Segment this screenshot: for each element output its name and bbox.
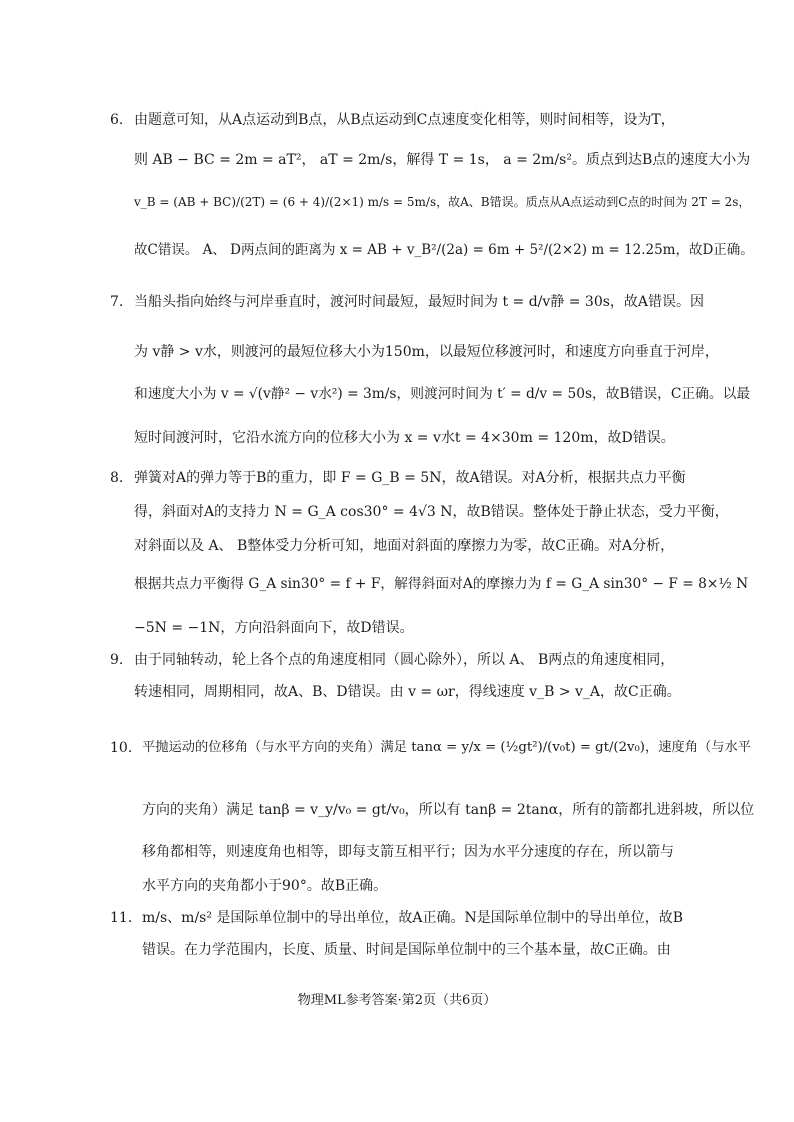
q8-line-2: 得，斜面对A的支持力 N = G_A cos30° = 4√3 N，故B错误。整体处于静止状态，受力平衡， <box>134 504 729 520</box>
q9-line-1: 由于同轴转动，轮上各个点的角速度相同（圆心除外），所以 A、 B两点的角速度相同， <box>134 652 675 668</box>
q8-line-4: 根据共点力平衡得 G_A sin30° = f + F，解得斜面对A的摩擦力为 f = G_A sin30° − F = 8×½ N <box>134 576 749 592</box>
q7-line-2: 为 v静 > v水，则渡河的最短位移大小为150m，以最短位移渡河时，和速度方向垂直于河岸， <box>134 344 719 360</box>
q7-line-1: 当船头指向始终与河岸垂直时，渡河时间最短，最短时间为 t = d/v静 = 30s，故A错误。因 <box>134 294 705 310</box>
q10-line-3: 移角都相等，则速度角也相等，即每支箭互相平行；因为水平分速度的存在，所以箭与 <box>142 844 674 860</box>
q7-line-3: 和速度大小为 v = √(v静² − v水²) = 3m/s，则渡河时间为 t′ = d/v = 50s，故B错误，C正确。以最 <box>134 386 751 402</box>
q6-line-4: 故C错误。 A、 D两点间的距离为 x = AB + v_B²/(2a) = 6m + 5²/(2×2) m = 12.25m，故D正确。 <box>134 242 754 258</box>
q6-line-2: 则 AB − BC = 2m = aT²， aT = 2m/s，解得 T = 1s， a = 2m/s²。质点到达B点的速度大小为 <box>134 152 751 168</box>
q7-number: 7. <box>110 294 124 310</box>
q7-line-4: 短时间渡河时，它沿水流方向的位移大小为 x = v水t = 4×30m = 120m，故D错误。 <box>134 430 675 446</box>
q8-number: 8. <box>110 470 124 486</box>
q8-line-1: 弹簧对A的弹力等于B的重力，即 F = G_B = 5N，故A错误。对A分析，根据共点力平衡 <box>134 470 686 486</box>
q6-line-3: v_B = (AB + BC)/(2T) = (6 + 4)/(2×1) m/s = 5m/s，故A、B错误。质点从A点运动到C点的时间为 2T = 2s， <box>134 195 751 209</box>
q6-number: 6. <box>110 112 124 128</box>
q11-number: 11. <box>110 910 133 926</box>
q9-number: 9. <box>110 652 124 668</box>
q10-line-4: 水平方向的夹角都小于90°。故B正确。 <box>142 878 388 894</box>
q10-line-1: 平抛运动的位移角（与水平方向的夹角）满足 tanα = y/x = (½gt²)/(v₀t) = gt/(2v₀)，速度角（与水平 <box>142 740 751 755</box>
q10-number: 10. <box>110 740 133 756</box>
q9-line-2: 转速相同，周期相同，故A、B、D错误。由 v = ωr，得线速度 v_B > v_A，故C正确。 <box>134 684 681 700</box>
q6-line-1: 由题意可知，从A点运动到B点，从B点运动到C点速度变化相等，则时间相等，设为T， <box>134 112 675 128</box>
q10-line-2: 方向的夹角）满足 tanβ = v_y/v₀ = gt/v₀，所以有 tanβ = 2tanα，所有的箭都扎进斜坡，所以位 <box>142 802 755 818</box>
page-footer: 物理ML参考答案·第2页（共6页） <box>297 993 497 1008</box>
q11-line-1: m/s、m/s² 是国际单位制中的导出单位，故A正确。N是国际单位制中的导出单位，故B <box>142 910 684 926</box>
q8-line-5: −5N = −1N，方向沿斜面向下，故D错误。 <box>134 620 414 636</box>
q8-line-3: 对斜面以及 A、 B整体受力分析可知，地面对斜面的摩擦力为零，故C正确。对A分析， <box>134 538 675 554</box>
q11-line-2: 错误。在力学范围内，长度、质量、时间是国际单位制中的三个基本量，故C正确。由 <box>142 942 671 958</box>
